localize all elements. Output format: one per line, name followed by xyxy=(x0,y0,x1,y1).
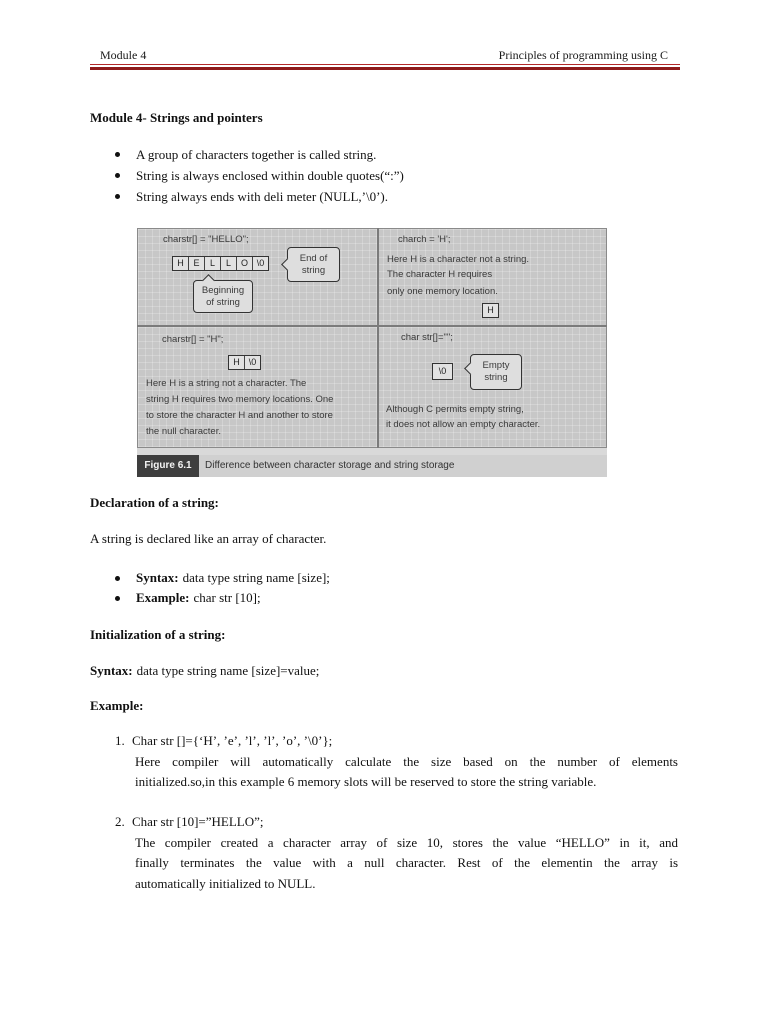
syntax-text: data type string name [size]=value; xyxy=(136,663,320,678)
panel-text-line: string H requires two memory locations. One xyxy=(146,394,334,405)
section-heading-initialization: Initialization of a string: xyxy=(90,627,226,642)
figure-caption-text: Difference between character storage and string storage xyxy=(205,460,455,471)
code-label-hello-string: charstr[] = "HELLO"; xyxy=(163,234,249,245)
example-label: Example: xyxy=(136,590,190,605)
list-item-text: String always ends with deli meter (NULL,’\0’). xyxy=(136,189,388,204)
example-heading: Example: xyxy=(90,698,144,713)
header-rule xyxy=(90,64,680,70)
panel-text-line: it does not allow an empty character. xyxy=(386,419,541,430)
example-text: char str [10]; xyxy=(193,590,261,605)
declaration-text: A string is declared like an array of character. xyxy=(90,531,327,546)
figure-horizontal-divider xyxy=(137,325,607,327)
example-explanation-line: initialized.so,in this example 6 memory slots will be reserved to store the string variable. xyxy=(135,774,597,789)
code-label-empty-string: char str[]=""; xyxy=(401,332,453,343)
example-explanation-line: automatically initialized to NULL. xyxy=(135,875,316,891)
callout-text: End of string xyxy=(299,252,328,276)
list-item xyxy=(90,144,404,165)
example-explanation-line: Here compiler will automatically calculate the size based on the number of elements xyxy=(135,753,678,769)
example-number: 2. xyxy=(115,814,125,829)
bullet-icon xyxy=(115,576,120,581)
example-explanation-line: The compiler created a character array of size 10, stores the value “HELLO” in it, and xyxy=(135,834,678,850)
hello-memory-cells xyxy=(172,256,269,271)
char-memory-cell xyxy=(482,303,499,318)
panel-text-line: only one memory location. xyxy=(387,286,498,297)
syntax-label: Syntax: xyxy=(136,570,179,585)
bullet-icon xyxy=(115,173,120,178)
memory-cell: O xyxy=(237,257,253,270)
header-module-label: Module 4 xyxy=(100,48,147,62)
list-item-text: A group of characters together is called string. xyxy=(136,147,377,162)
list-item xyxy=(90,588,330,608)
figure-character-vs-string-storage xyxy=(137,228,607,477)
example-explanation-line: finally terminates the value with a null character. Rest of the elementin the array is xyxy=(135,855,678,870)
callout-empty-string xyxy=(470,354,522,390)
declaration-bullet-list xyxy=(90,568,330,608)
example-item xyxy=(115,812,680,894)
memory-cell: H xyxy=(229,356,245,369)
figure-vertical-divider xyxy=(377,228,379,448)
callout-end-of-string xyxy=(287,247,340,282)
bullet-icon xyxy=(115,596,120,601)
list-item xyxy=(90,568,330,588)
code-label-char: charch = 'H'; xyxy=(398,234,451,245)
page-title: Module 4- Strings and pointers xyxy=(90,110,263,125)
bullet-icon xyxy=(115,194,120,199)
section-heading-declaration: Declaration of a string: xyxy=(90,495,219,510)
figure-caption xyxy=(137,455,607,477)
figure-caption-label: Figure 6.1 xyxy=(137,455,199,477)
memory-cell: H xyxy=(173,257,189,270)
panel-text-line: the null character. xyxy=(146,426,221,437)
syntax-label: Syntax: xyxy=(90,663,133,678)
list-item-text: String is always enclosed within double quotes(“:”) xyxy=(136,168,404,183)
callout-text: Empty string xyxy=(482,360,510,383)
memory-cell: L xyxy=(205,257,221,270)
memory-cell: L xyxy=(221,257,237,270)
memory-cell: H xyxy=(487,305,494,315)
memory-cell: E xyxy=(189,257,205,270)
h-string-memory-cells xyxy=(228,355,261,370)
syntax-text: data type string name [size]; xyxy=(182,570,330,585)
list-item xyxy=(90,165,404,186)
memory-cell: \0 xyxy=(248,357,257,367)
example-code: Char str []={‘H’, ’e’, ’l’, ’l’, ’o’, ’\0’}; xyxy=(132,733,333,748)
header-course-title: Principles of programming using C xyxy=(498,48,668,62)
memory-cell: \0 xyxy=(438,366,447,376)
callout-beginning-of-string xyxy=(193,280,253,313)
panel-text-line: Although C permits empty string, xyxy=(386,404,524,415)
panel-text-line: to store the character H and another to store xyxy=(146,410,333,421)
callout-text: Beginning of string xyxy=(201,284,245,308)
example-code: Char str [10]=”HELLO”; xyxy=(132,814,264,829)
code-label-h-string: charstr[] = "H"; xyxy=(162,334,224,345)
bullet-icon xyxy=(115,152,120,157)
example-item xyxy=(115,731,680,793)
memory-cell: \0 xyxy=(256,258,265,268)
empty-string-memory-cell xyxy=(432,363,453,380)
list-item xyxy=(90,186,404,207)
panel-text-line: Here H is a string not a character. The xyxy=(146,378,307,389)
panel-text-line: The character H requires xyxy=(387,269,493,280)
intro-bullet-list xyxy=(90,144,404,207)
example-number: 1. xyxy=(115,733,125,748)
running-header xyxy=(90,47,680,63)
initialization-syntax xyxy=(90,660,319,681)
panel-text-line: Here H is a character not a string. xyxy=(387,254,530,265)
